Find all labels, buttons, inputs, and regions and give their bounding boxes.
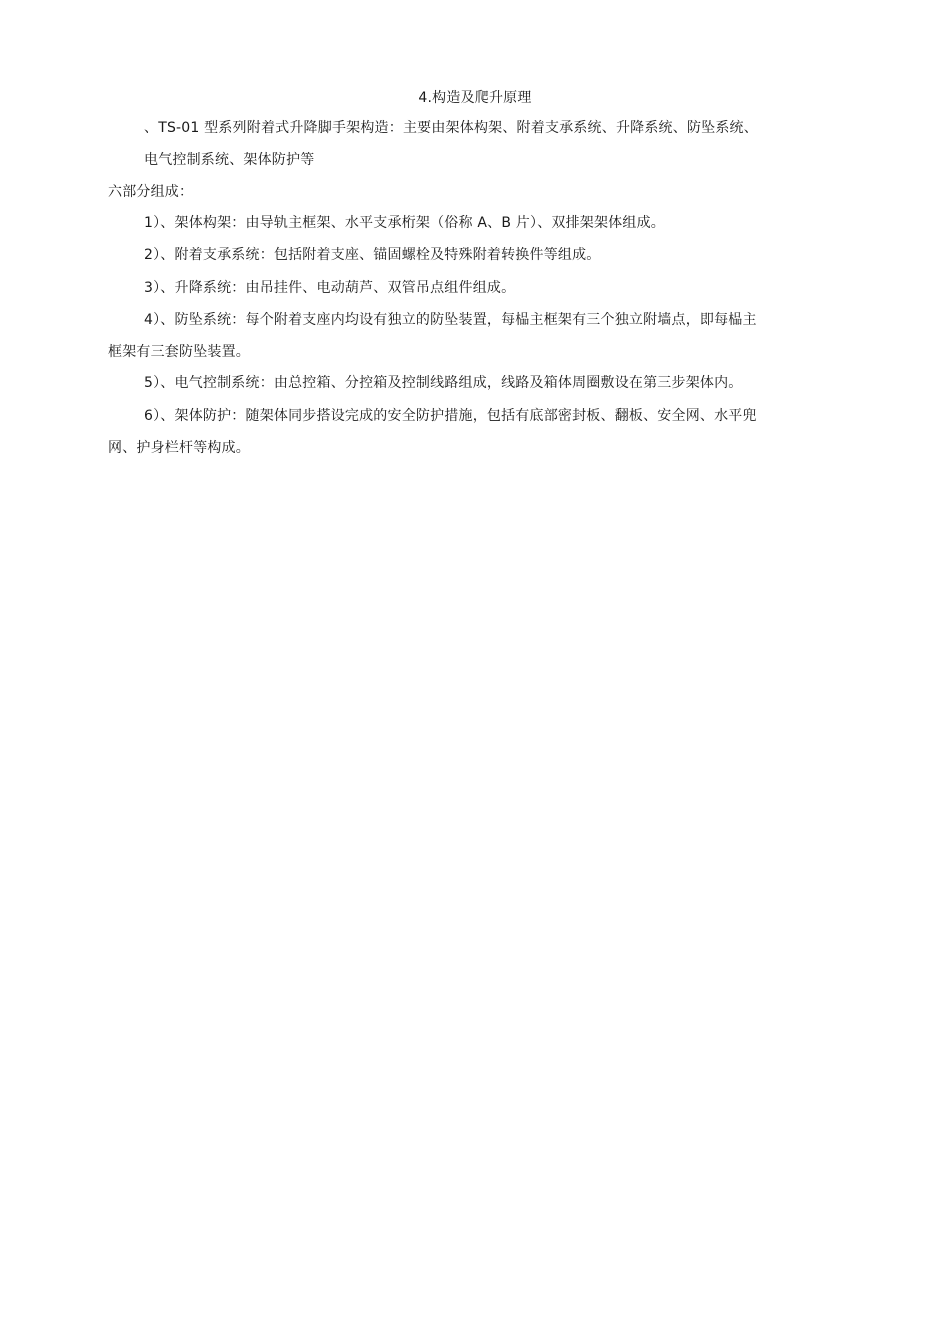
- section-title: 4.构造及爬升原理: [418, 90, 532, 106]
- list-item-fall-prevention-continued: 框架有三套防坠装置。: [108, 344, 250, 360]
- list-item-frame-structure: 1）、架体构架：由导轨主框架、水平支承桁架（俗称 A、B 片）、双排架架体组成。: [144, 215, 665, 231]
- list-item-lifting-system: 3）、升降系统：由吊挂件、电动葫芦、双管吊点组件组成。: [144, 280, 516, 296]
- intro-paragraph-line: 电气控制系统、架体防护等: [144, 152, 315, 168]
- list-item-fall-prevention: 4）、防坠系统：每个附着支座内均设有独立的防坠装置，每榀主框架有三个独立附墙点，即每榀主: [144, 312, 757, 328]
- list-item-frame-protection-continued: 网、护身栏杆等构成。: [108, 440, 250, 456]
- intro-paragraph-line: 、TS-01 型系列附着式升降脚手架构造：主要由架体构架、附着支承系统、升降系统、防坠系统、: [144, 120, 758, 136]
- list-item-electrical-control: 5）、电气控制系统：由总控箱、分控箱及控制线路组成，线路及箱体周圈敷设在第三步架体内。: [144, 375, 743, 391]
- intro-paragraph-line: 六部分组成：: [108, 184, 194, 200]
- list-item-attachment-support: 2）、附着支承系统：包括附着支座、锚固螺栓及特殊附着转换件等组成。: [144, 247, 601, 263]
- list-item-frame-protection: 6）、架体防护：随架体同步搭设完成的安全防护措施，包括有底部密封板、翻板、安全网、水平兜: [144, 408, 757, 424]
